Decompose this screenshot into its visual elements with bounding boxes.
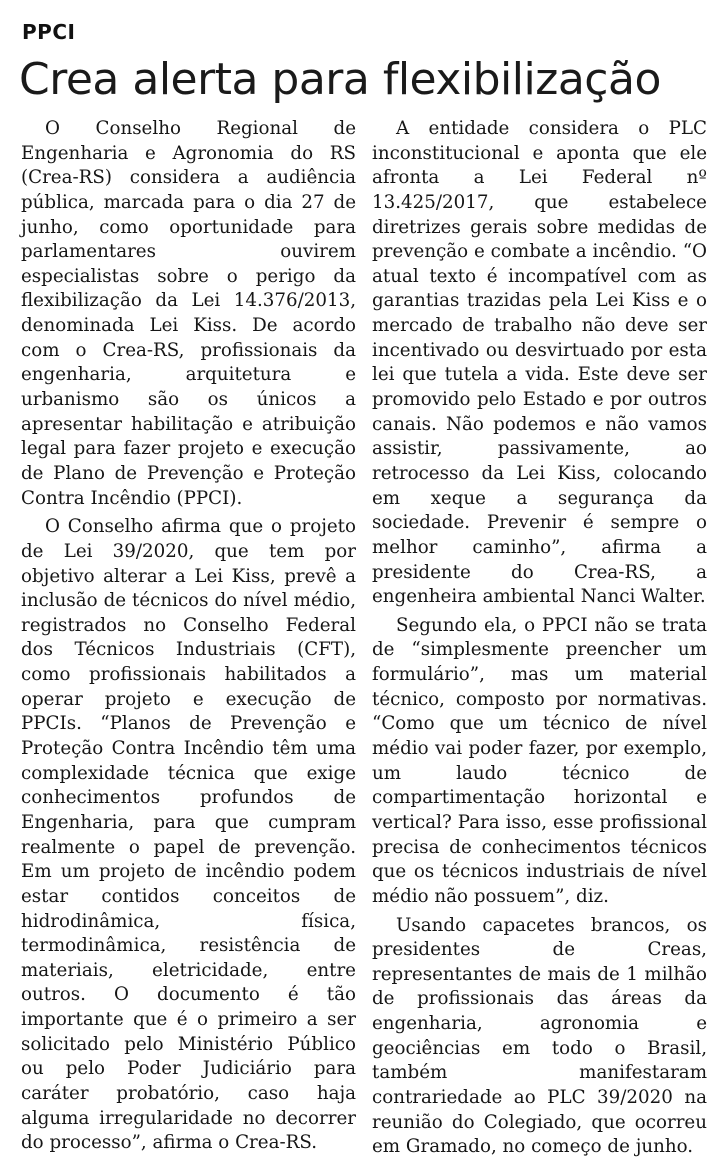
headline: Crea alerta para flexibilização xyxy=(19,54,661,105)
article-column-left xyxy=(21,117,356,1156)
paragraph: Usando capacetes brancos, os presidentes de Creas, representantes de mais de 1 milhão de profissionais das áreas da engenharia, agronomia e geociências em todo o Brasil, também manifestaram contrariedade ao PLC 39/2020 na reunião do Colegiado, que ocorreu em Gramado, no começo de junho. xyxy=(372,914,707,1158)
article-column-right xyxy=(372,117,707,1160)
paragraph: O Conselho Regional de Engenharia e Agronomia do RS (Crea-RS) considera a audiência pública, marcada para o dia 27 de junho, como oportunidade para parlamentares ouvirem especialistas sobre o perigo da flexibilização da Lei 14.376/2013, denominada Lei Kiss. De acordo com o Crea-RS, profissionais da engenharia, arquitetura e urbanismo são os únicos a apresentar habilitação e atribuição legal para fazer projeto e execução de Plano de Prevenção e Proteção Contra Incêndio (PPCI). xyxy=(21,118,356,509)
paragraph: O Conselho afirma que o projeto de Lei 39/2020, que tem por objetivo alterar a Lei Kiss, prevê a inclusão de técnicos do nível médio, registrados no Conselho Federal dos Técnicos Industriais (CFT), como profissionais habilitados a operar projeto e execução de PPCIs. “Planos de Prevenção e Proteção Contra Incêndio têm uma complexidade técnica que exige conhecimentos profundos de Engenharia, para que cumpram realmente o papel de prevenção. Em um projeto de incêndio podem estar contidos conceitos de hidrodinâmica, física, termodinâmica, resistência de materiais, eletricidade, entre outros. O documento é tão importante que é o primeiro a ser solicitado pelo Ministério Público ou pelo Poder Judiciário para caráter probatório, caso haja alguma irregularidade no decorrer do processo”, afirma o Crea-RS. xyxy=(21,516,356,1154)
section-label: PPCI xyxy=(22,20,76,44)
paragraph: A entidade considera o PLC inconstitucional e aponta que ele afronta a Lei Federal nº 13.425/2017, que estabelece diretrizes gerais sobre medidas de prevenção e combate a incêndio. “O atual texto é incompatível com as garantias trazidas pela Lei Kiss e o mercado de trabalho não deve ser incentivado ou desvirtuado por esta lei que tutela a vida. Este deve ser promovido pelo Estado e por outros canais. Não podemos e não vamos assistir, passivamente, ao retrocesso da Lei Kiss, colocando em xeque a segurança da sociedade. Prevenir é sempre o melhor caminho”, afirma a presidente do Crea-RS, a engenheira ambiental Nanci Walter. xyxy=(372,118,707,608)
paragraph: Segundo ela, o PPCI não se trata de “simplesmente preencher um formulário”, mas um material técnico, composto por normativas. “Como que um técnico de nível médio vai poder fazer, por exemplo, um laudo técnico de compartimentação horizontal e vertical? Para isso, esse profissional precisa de conhecimentos técnicos que os técnicos industriais de nível médio não possuem”, diz. xyxy=(372,614,707,907)
